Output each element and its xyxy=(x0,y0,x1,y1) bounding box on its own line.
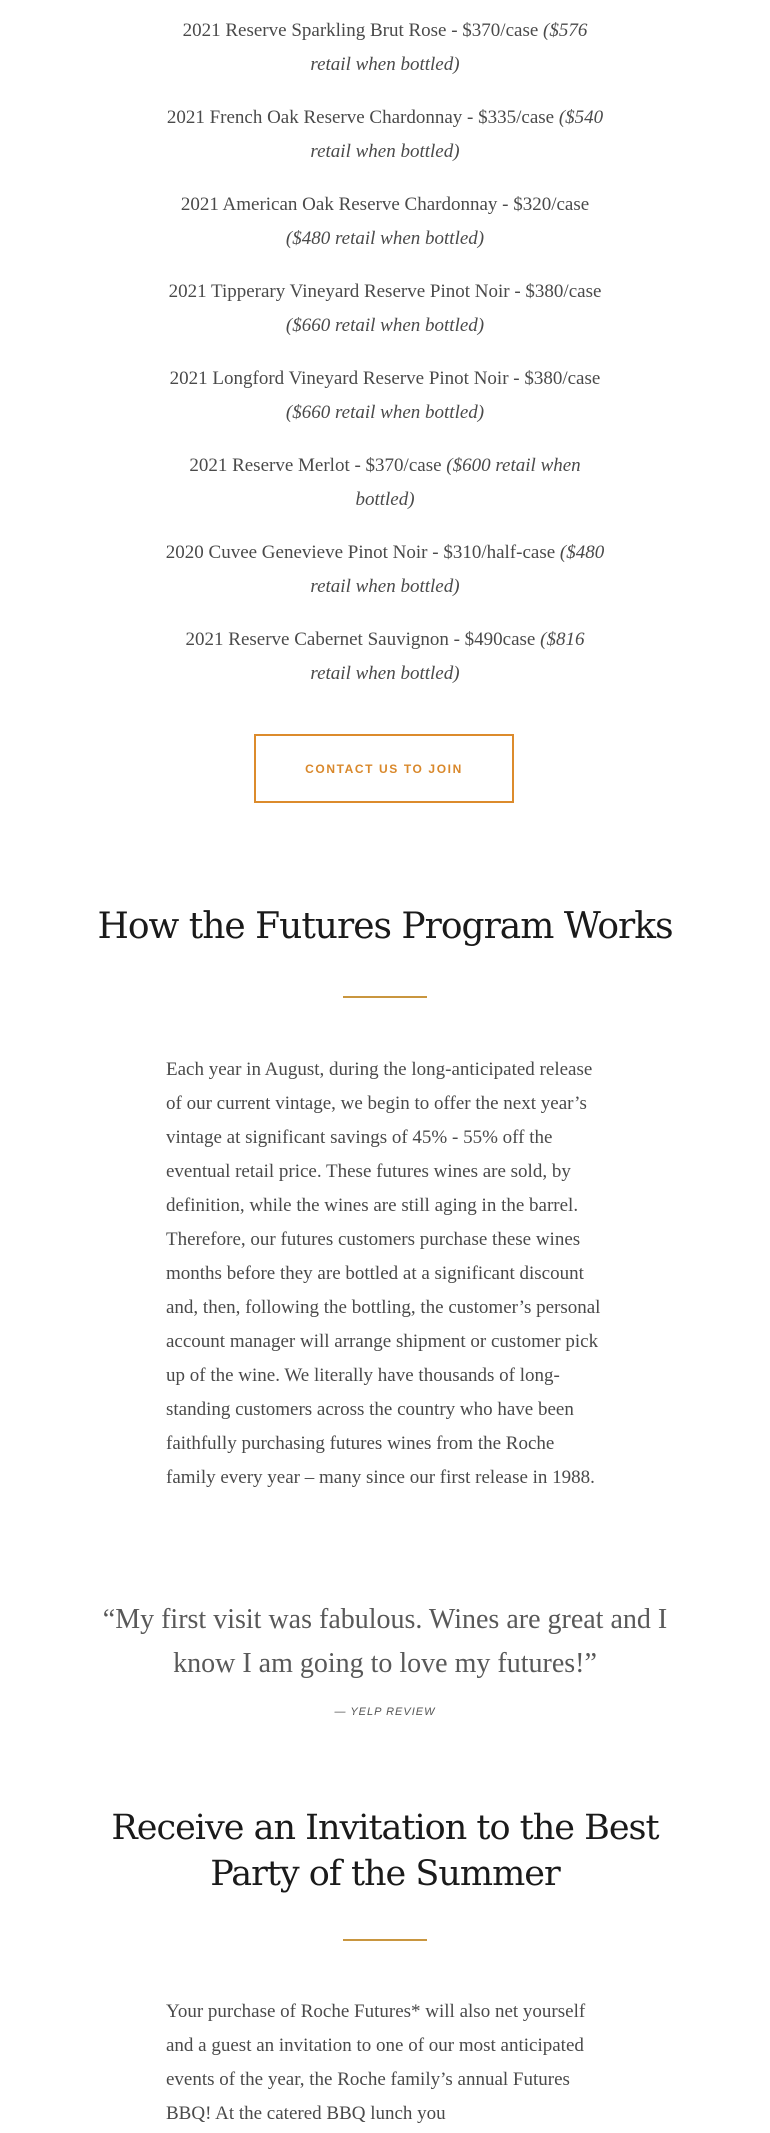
wine-item xyxy=(165,449,605,517)
wine-list xyxy=(0,14,770,710)
wine-retail-price: ($480 retail when bottled) xyxy=(285,228,485,249)
wine-name: 2021 French Oak Reserve Chardonnay - $335/case xyxy=(166,107,555,128)
wine-item xyxy=(165,536,605,604)
wine-retail-price: ($660 retail when bottled) xyxy=(285,315,485,336)
wine-item xyxy=(165,188,605,256)
wine-retail-price: ($576 retail when bottled) xyxy=(310,20,588,75)
wine-name: 2020 Cuvee Genevieve Pinot Noir - $310/half-case xyxy=(165,542,556,563)
wine-name: 2021 Reserve Cabernet Sauvignon - $490case xyxy=(185,629,536,650)
wine-item xyxy=(165,275,605,343)
how-it-works-paragraph: Each year in August, during the long-anticipated release of our current vintage, we begin to offer the next year’s vintage at significant savings of 45% - 55% off the eventual retail price. These futures wines are sold, by definition, while the wines are still aging in the barrel. Therefore, our futures customers purchase these wines months before they are bottled at a significant discount and, then, following the bottling, the customer’s personal account manager will arrange shipment or customer pick up of the wine. We literally have thousands of long-standing customers across the country who have been faithfully purchasing futures wines from the Roche family every year – many since our first release in 1988. xyxy=(166,1059,601,1488)
testimonial-quote: “My first visit was fabulous. Wines are great and I know I am going to love my futures!” xyxy=(102,1604,668,1679)
wine-item xyxy=(165,623,605,691)
wine-retail-price: ($480 retail when bottled) xyxy=(310,542,605,597)
wine-name: 2021 Longford Vineyard Reserve Pinot Noir - $380/case xyxy=(169,368,601,389)
wine-item xyxy=(165,101,605,169)
wine-retail-price: ($600 retail when bottled) xyxy=(355,455,581,510)
testimonial-attribution: — YELP REVIEW xyxy=(334,1706,436,1718)
wine-retail-price: ($540 retail when bottled) xyxy=(310,107,604,162)
section-title-how-it-works: How the Futures Program Works xyxy=(97,906,673,947)
divider xyxy=(343,1939,427,1941)
divider xyxy=(343,996,427,998)
wine-name: 2021 Reserve Sparkling Brut Rose - $370/case xyxy=(182,20,539,41)
invitation-paragraph: Your purchase of Roche Futures* will also net yourself and a guest an invitation to one of our most anticipated events of the year, the Roche family’s annual Futures BBQ! At the catered BBQ lunch you xyxy=(166,2001,586,2124)
wine-retail-price: ($816 retail when bottled) xyxy=(310,629,585,684)
section-title-invitation: Receive an Invitation to the Best Party of the Summer xyxy=(111,1808,659,1894)
contact-us-to-join-button[interactable]: CONTACT US TO JOIN xyxy=(254,734,514,803)
wine-item xyxy=(165,362,605,430)
wine-retail-price: ($660 retail when bottled) xyxy=(285,402,485,423)
wine-name: 2021 Reserve Merlot - $370/case xyxy=(189,455,442,476)
wine-name: 2021 Tipperary Vineyard Reserve Pinot Noir - $380/case xyxy=(168,281,602,302)
wine-name: 2021 American Oak Reserve Chardonnay - $320/case xyxy=(180,194,590,215)
wine-item xyxy=(165,14,605,82)
